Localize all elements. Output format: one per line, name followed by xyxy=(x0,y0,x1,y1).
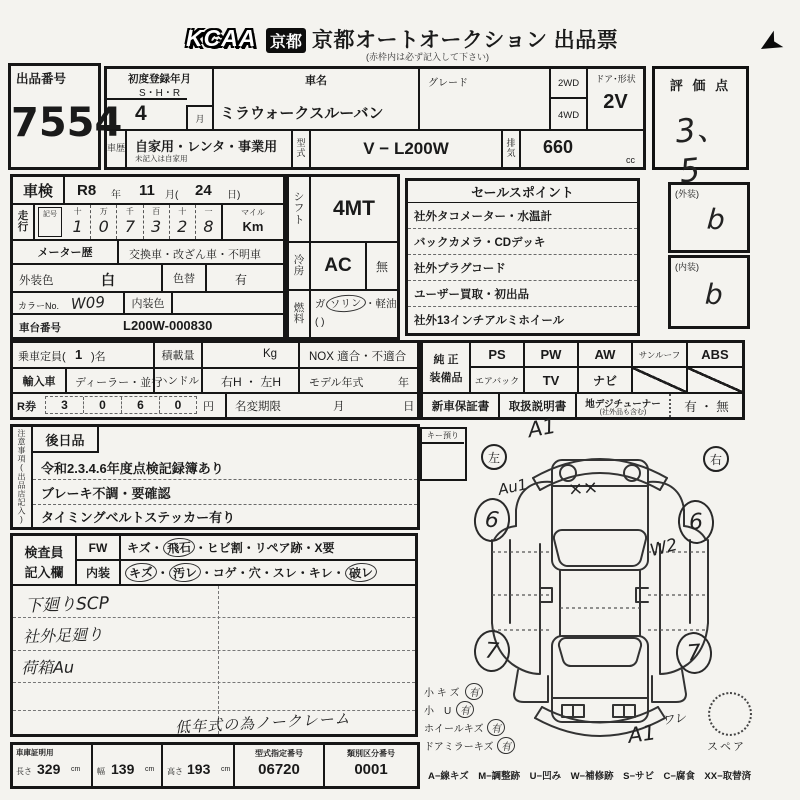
color-no-value: W09 xyxy=(70,292,106,314)
damage-mark-w2-right-side: W2 xyxy=(647,534,680,562)
exterior-grade-value: b xyxy=(705,202,726,237)
r-ticket-yen: 円 xyxy=(203,401,214,413)
windshield xyxy=(554,530,646,566)
color-change-label: 色替 xyxy=(161,265,207,291)
inspector-box xyxy=(10,533,418,737)
damage-mark-au1-left-fender: Au1 xyxy=(496,475,529,499)
mileage-col-header: 一 xyxy=(204,207,213,216)
right-rear-corner xyxy=(652,670,686,702)
roof-sides xyxy=(560,570,640,636)
capacity-prefix: 乗車定員( xyxy=(18,351,66,363)
interior-grade-label: (内装) xyxy=(675,262,699,272)
equipment-label-line1: 純 正 xyxy=(433,354,459,366)
nox-divider xyxy=(298,343,300,367)
check-small-scratch xyxy=(424,683,483,700)
damage-mark-seven-left-rear-wheel: 7 xyxy=(473,629,512,673)
shaken-era-value: R8 xyxy=(77,182,97,199)
sales-point-item: 社外プラグコード xyxy=(408,255,637,281)
equip-abs: ABS xyxy=(688,343,742,368)
inspector-ruled-line xyxy=(13,650,415,651)
width-value: 139 xyxy=(111,761,135,777)
damage-mark-ware-crack: ワレ xyxy=(661,710,687,728)
meter-history-options: 交換車・改ざん車・不明車 xyxy=(129,249,261,261)
mileage-label: 走行 xyxy=(13,205,35,239)
color-no-label: カラーNo. xyxy=(18,301,60,311)
shaken-row xyxy=(13,177,283,205)
damage-mark-xx-replaced: ×× xyxy=(567,476,600,501)
spare-tire-label: スペア xyxy=(707,741,746,753)
mileage-digits xyxy=(65,205,221,239)
damage-mark-six-left-wheel: 6 xyxy=(472,496,512,544)
mileage-digit: 0 xyxy=(98,217,109,236)
import-options: ディーラー・並行 xyxy=(75,377,163,389)
r-ticket-digit: 6 xyxy=(122,397,160,413)
garage-label: 車庫証明用 xyxy=(16,748,54,757)
fuel-label: 燃料 xyxy=(289,291,311,337)
check-small-scratch-label: 小 キ ズ xyxy=(424,688,460,699)
shift-value: 4MT xyxy=(333,197,375,220)
meter-history-label: メーター歴 xyxy=(13,241,119,263)
registration-month-label: 月 xyxy=(186,105,212,129)
shift-row xyxy=(289,177,397,243)
rear-body-outline xyxy=(552,636,648,722)
car-name-cell xyxy=(214,69,420,131)
width-label: 幅 xyxy=(97,767,105,776)
equipment-label-cell xyxy=(423,343,471,394)
color-no-row xyxy=(13,293,283,315)
r-ticket-row xyxy=(13,394,417,417)
fw-label: FW xyxy=(77,536,121,561)
right-hinge xyxy=(636,588,648,602)
grade-cell xyxy=(420,69,551,131)
fuel-gasoline-circled: ソリン xyxy=(325,294,366,314)
displacement-unit: cc xyxy=(626,155,635,165)
garage-length-cell xyxy=(13,745,93,786)
aircon-none-label: 無 xyxy=(365,243,397,289)
mileage-row xyxy=(13,205,283,241)
sales-point-item: バックカメラ・CDデッキ xyxy=(408,229,637,255)
exterior-color-value: 白 xyxy=(101,272,115,288)
inspector-note-underbody: 下廻りSCP xyxy=(24,593,110,617)
interior-grade-value: b xyxy=(704,277,724,312)
grade-label: グレード xyxy=(428,78,468,89)
name-change-label: 名変期限 xyxy=(235,401,281,413)
capacity-table xyxy=(10,340,420,420)
aircon-label: 冷房 xyxy=(289,243,311,289)
mileage-col xyxy=(170,205,196,239)
interior-color-label: 内装色 xyxy=(123,293,173,313)
model-year-divider xyxy=(298,369,300,392)
rear-bumper-inner xyxy=(542,707,658,723)
equip-blank-diagonal xyxy=(633,368,688,394)
interior-codes-mid: ・コゲ・穴・スレ・キレ・ xyxy=(200,566,345,580)
registration-cell xyxy=(107,69,214,131)
handle-label: ハンドル xyxy=(153,369,203,392)
drive-4wd-label: 4WD xyxy=(557,109,580,121)
history-cell xyxy=(107,131,293,167)
sales-point-item: ユーザー買取・初出品 xyxy=(408,281,637,307)
auction-number-value: 7554 xyxy=(11,100,123,146)
door-shape-label: ドア･形状 xyxy=(595,74,636,84)
check-mirror-scratch-label: ドアミラーキズ xyxy=(424,742,494,753)
seller-notes-side-label: 注意事項(出品店記入) xyxy=(17,429,26,525)
class-number-label: 類別区分番号 xyxy=(347,749,395,758)
kyoto-logo-badge: 京都 xyxy=(266,28,306,53)
mileage-symbol-cell xyxy=(38,207,62,237)
seller-note-line: タイミングベルトステッカー有り xyxy=(41,509,236,525)
check-wheel-scratch xyxy=(424,719,505,736)
load-label: 積載量 xyxy=(153,343,203,367)
history-note: 未記入は自家用 xyxy=(135,154,188,163)
scan-arrow-mark: ➤ xyxy=(751,22,790,65)
mileage-col xyxy=(117,205,143,239)
inspector-label-line2: 記入欄 xyxy=(24,565,64,580)
displacement-cell xyxy=(503,131,643,167)
shaken-day-suffix: 日) xyxy=(227,190,241,201)
inspector-note-suspension: 社外足廻り xyxy=(22,624,104,647)
chassis-label: 車台番号 xyxy=(19,322,61,334)
cab-outline xyxy=(552,460,648,570)
inspector-ruled-line xyxy=(13,710,415,711)
aircon-row xyxy=(289,243,397,291)
shaken-month-suffix: 月( xyxy=(165,190,179,201)
seller-note-line: 令和2.3.4.6年度点検記録簿あり xyxy=(33,455,417,480)
interior-codes-sep: ・ xyxy=(156,566,169,580)
history-options: 自家用・レンタ・事業用 xyxy=(135,139,278,154)
meter-history-row xyxy=(13,241,283,265)
equip-navi: ナビ xyxy=(579,368,633,394)
fuel-row xyxy=(289,291,397,337)
chassis-row xyxy=(13,315,283,337)
inspector-label-line1: 検査員 xyxy=(24,545,64,560)
inspector-note-no-claim: 低年式の為ノークレーム xyxy=(174,709,351,737)
model-code-label: 型式 xyxy=(293,131,311,167)
check-small-dent-mark: 有 xyxy=(456,700,475,718)
fuel-paren: ( ) xyxy=(315,317,325,328)
exterior-color-label: 外装色 xyxy=(19,275,54,287)
check-wheel-scratch-mark: 有 xyxy=(486,718,505,736)
seller-notes-box xyxy=(10,424,420,530)
mileage-mile-label: マイル xyxy=(241,208,265,217)
capacity-value: 1 xyxy=(75,347,83,362)
equip-ps: PS xyxy=(471,343,525,368)
mileage-col-header: 十 xyxy=(73,207,82,216)
page-subtitle: (赤枠内は必ず記入して下さい) xyxy=(366,52,489,62)
tuner-yes-no: 有 ・ 無 xyxy=(684,399,729,414)
car-name-value: ミラウォークスルーバン xyxy=(220,105,384,122)
exterior-color-row xyxy=(13,265,283,293)
nox-label: NOX 適合・不適合 xyxy=(309,351,407,363)
mileage-digit: 8 xyxy=(203,217,214,236)
length-label: 長さ xyxy=(16,767,32,776)
equip-sunroof: サンルーフ xyxy=(633,343,688,368)
mileage-unit-cell xyxy=(221,205,283,239)
fw-code-tobiishi-circled: 飛石 xyxy=(162,537,195,558)
inspector-label-cell xyxy=(13,536,77,586)
type-number-value: 06720 xyxy=(258,761,300,778)
r-ticket-digit: 3 xyxy=(46,397,84,413)
drivetrain-table xyxy=(286,174,400,340)
damage-mark-a1-rear: A1 xyxy=(626,720,658,748)
mileage-col-header: 千 xyxy=(125,207,134,216)
rear-window xyxy=(559,638,641,666)
check-small-dent xyxy=(424,701,474,718)
shaken-year-suffix: 年 xyxy=(111,190,121,201)
damage-mark-seven-right-rear-wheel: 7 xyxy=(674,631,714,676)
car-name-label: 車名 xyxy=(305,75,327,87)
equip-pw: PW xyxy=(525,343,579,368)
height-value: 193 xyxy=(187,761,211,777)
warranty-label: 新車保証書 xyxy=(423,394,500,417)
check-small-dent-label: 小 U xyxy=(424,706,452,717)
name-change-month: 月 xyxy=(333,401,345,413)
seller-note-line: ブレーキ不調・要確認 xyxy=(33,480,417,505)
tuner-cell xyxy=(577,394,671,417)
shaken-month-value: 11 xyxy=(139,182,155,199)
height-unit: cm xyxy=(221,766,231,773)
exterior-grade-box xyxy=(668,182,750,253)
length-unit: cm xyxy=(71,766,81,773)
equip-aw: AW xyxy=(579,343,633,368)
r-ticket-digit: 0 xyxy=(84,397,122,413)
shaken-day-value: 24 xyxy=(195,182,212,199)
garage-dimensions-bar xyxy=(10,742,420,789)
drive-2wd-label: 2WD xyxy=(551,69,586,99)
interior-damage-codes xyxy=(121,561,415,586)
mileage-digit: 3 xyxy=(151,217,162,236)
capacity-suffix: )名 xyxy=(91,351,106,363)
color-change-value: 有 xyxy=(235,273,248,287)
model-year-unit: 年 xyxy=(398,377,409,389)
load-unit: Kg xyxy=(263,348,278,360)
interior-damage-label: 内装 xyxy=(77,561,121,586)
shaken-label: 車検 xyxy=(13,177,65,203)
handle-options: 右H ・ 左H xyxy=(221,375,282,389)
registration-year-value: 4 xyxy=(135,102,147,125)
fw-damage-codes xyxy=(121,536,415,561)
score-value: 3、5 xyxy=(673,107,730,191)
fuel-diesel-suffix: ・軽油 xyxy=(365,298,397,310)
diagram-right-indicator: 右 xyxy=(703,446,729,472)
mileage-unit-label: Km xyxy=(242,219,264,234)
interior-code-yogore-circled: 汚レ xyxy=(168,562,201,583)
interior-grade-box xyxy=(668,255,750,329)
score-label: 評 価 点 xyxy=(669,78,732,93)
mileage-col xyxy=(196,205,221,239)
mileage-col xyxy=(91,205,117,239)
equipment-label-line2: 装備品 xyxy=(429,372,463,384)
width-unit: cm xyxy=(145,766,155,773)
sales-point-item: 社外タコメーター・水温計 xyxy=(408,203,637,229)
mileage-col xyxy=(65,205,91,239)
inspector-column-divider xyxy=(218,586,219,734)
model-code-cell xyxy=(293,131,503,167)
fuel-gasoline-prefix: ガ xyxy=(315,298,326,310)
left-rear-corner xyxy=(514,670,548,702)
mileage-col xyxy=(144,205,170,239)
registration-era-label: S・H・R xyxy=(138,88,181,99)
door-shape-cell xyxy=(588,69,643,131)
diagram-left-indicator: 左 xyxy=(481,444,507,470)
later-item-tab: 後日品 xyxy=(33,427,99,453)
equipment-table xyxy=(420,340,745,420)
mileage-digit: 7 xyxy=(124,217,136,236)
inspector-ruled-line xyxy=(13,682,415,683)
damage-code-legend: A−線キズ M−調整跡 U−凹み W−補修跡 S−サビ C−腐食 XX−取替済 xyxy=(428,771,752,782)
sales-points-title: セールスポイント xyxy=(408,181,637,203)
equip-tv: TV xyxy=(525,368,579,394)
score-box xyxy=(652,66,749,191)
length-value: 329 xyxy=(37,761,61,777)
key-deposit-label: キー預り xyxy=(422,429,464,444)
check-wheel-scratch-label: ホイールキズ xyxy=(424,724,484,735)
model-year-label: モデル年式 xyxy=(309,377,364,389)
vehicle-detail-table xyxy=(10,174,286,340)
aircon-value: AC xyxy=(324,255,352,276)
mileage-col-header: 百 xyxy=(152,207,161,216)
mileage-digit: 2 xyxy=(177,217,188,236)
drive-cell xyxy=(551,69,588,131)
spare-tire-circle xyxy=(708,692,752,736)
seller-notes-side-label-cell xyxy=(13,427,33,527)
top-table xyxy=(104,66,646,170)
fuel-options xyxy=(315,295,397,312)
auction-number-label: 出品番号 xyxy=(16,72,67,86)
mileage-digit: 1 xyxy=(72,217,83,236)
shift-label: シフト xyxy=(289,177,311,241)
sales-points-box xyxy=(405,178,640,336)
garage-height-cell xyxy=(163,745,235,786)
name-change-divider xyxy=(225,394,227,417)
fw-codes-post: ・ヒビ割・リペア跡・X要 xyxy=(194,541,335,555)
check-mirror-scratch xyxy=(424,737,515,754)
registration-label: 初度登録年月 xyxy=(128,73,191,85)
class-number-value: 0001 xyxy=(354,761,388,778)
front-bumper-inner xyxy=(540,473,660,490)
r-ticket-digit: 0 xyxy=(174,398,182,412)
damage-mark-a1-front: A1 xyxy=(526,413,558,443)
equip-airbag: エアバック xyxy=(471,368,525,394)
equip-blank-diagonal xyxy=(688,368,742,394)
kcaa-logo: KCAA xyxy=(186,25,257,51)
check-mirror-scratch-mark: 有 xyxy=(496,736,515,754)
damage-mark-six-right-wheel: 6 xyxy=(677,499,716,545)
mileage-col-header: 万 xyxy=(99,207,108,216)
chassis-value: L200W-000830 xyxy=(123,318,213,333)
garage-width-cell xyxy=(93,745,163,786)
exterior-grade-label: (外装) xyxy=(675,189,699,199)
tuner-label: 地デジチューナー xyxy=(585,399,661,410)
inspector-ruled-line xyxy=(13,617,415,618)
registration-divider xyxy=(107,98,187,100)
import-row xyxy=(13,369,417,394)
displacement-value: 660 xyxy=(543,137,574,157)
interior-code-kizu-circled: キズ xyxy=(124,562,157,583)
mileage-col-header: 十 xyxy=(178,207,187,216)
type-number-cell xyxy=(235,745,325,786)
model-code-value: V − L200W xyxy=(363,139,449,158)
sales-point-item: 社外13インチアルミホイール xyxy=(414,314,565,327)
manual-label: 取扱説明書 xyxy=(500,394,577,417)
interior-code-yabure-circled: 破レ xyxy=(344,562,377,583)
r-ticket-digits xyxy=(45,396,197,414)
check-small-scratch-mark: 有 xyxy=(464,682,483,700)
r-ticket-label: R券 xyxy=(17,401,36,413)
mileage-symbol-label: 記号 xyxy=(43,211,57,218)
tuner-note: (社外品も含む) xyxy=(599,409,647,416)
displacement-label: 排気 xyxy=(503,131,521,167)
history-label: 車歴 xyxy=(107,131,127,167)
height-label: 高さ xyxy=(167,767,183,776)
inspector-note-cargo-box: 荷箱Au xyxy=(20,657,75,678)
import-label: 輸入車 xyxy=(13,369,67,392)
class-number-cell xyxy=(325,745,417,786)
page-title: 京都オートオークション 出品票 xyxy=(312,29,619,52)
fw-codes-pre: キズ・ xyxy=(127,541,163,555)
type-number-label: 型式指定番号 xyxy=(255,749,303,758)
capacity-row xyxy=(13,343,417,369)
name-change-day: 日 xyxy=(403,401,415,413)
door-shape-value: 2V xyxy=(603,91,628,113)
